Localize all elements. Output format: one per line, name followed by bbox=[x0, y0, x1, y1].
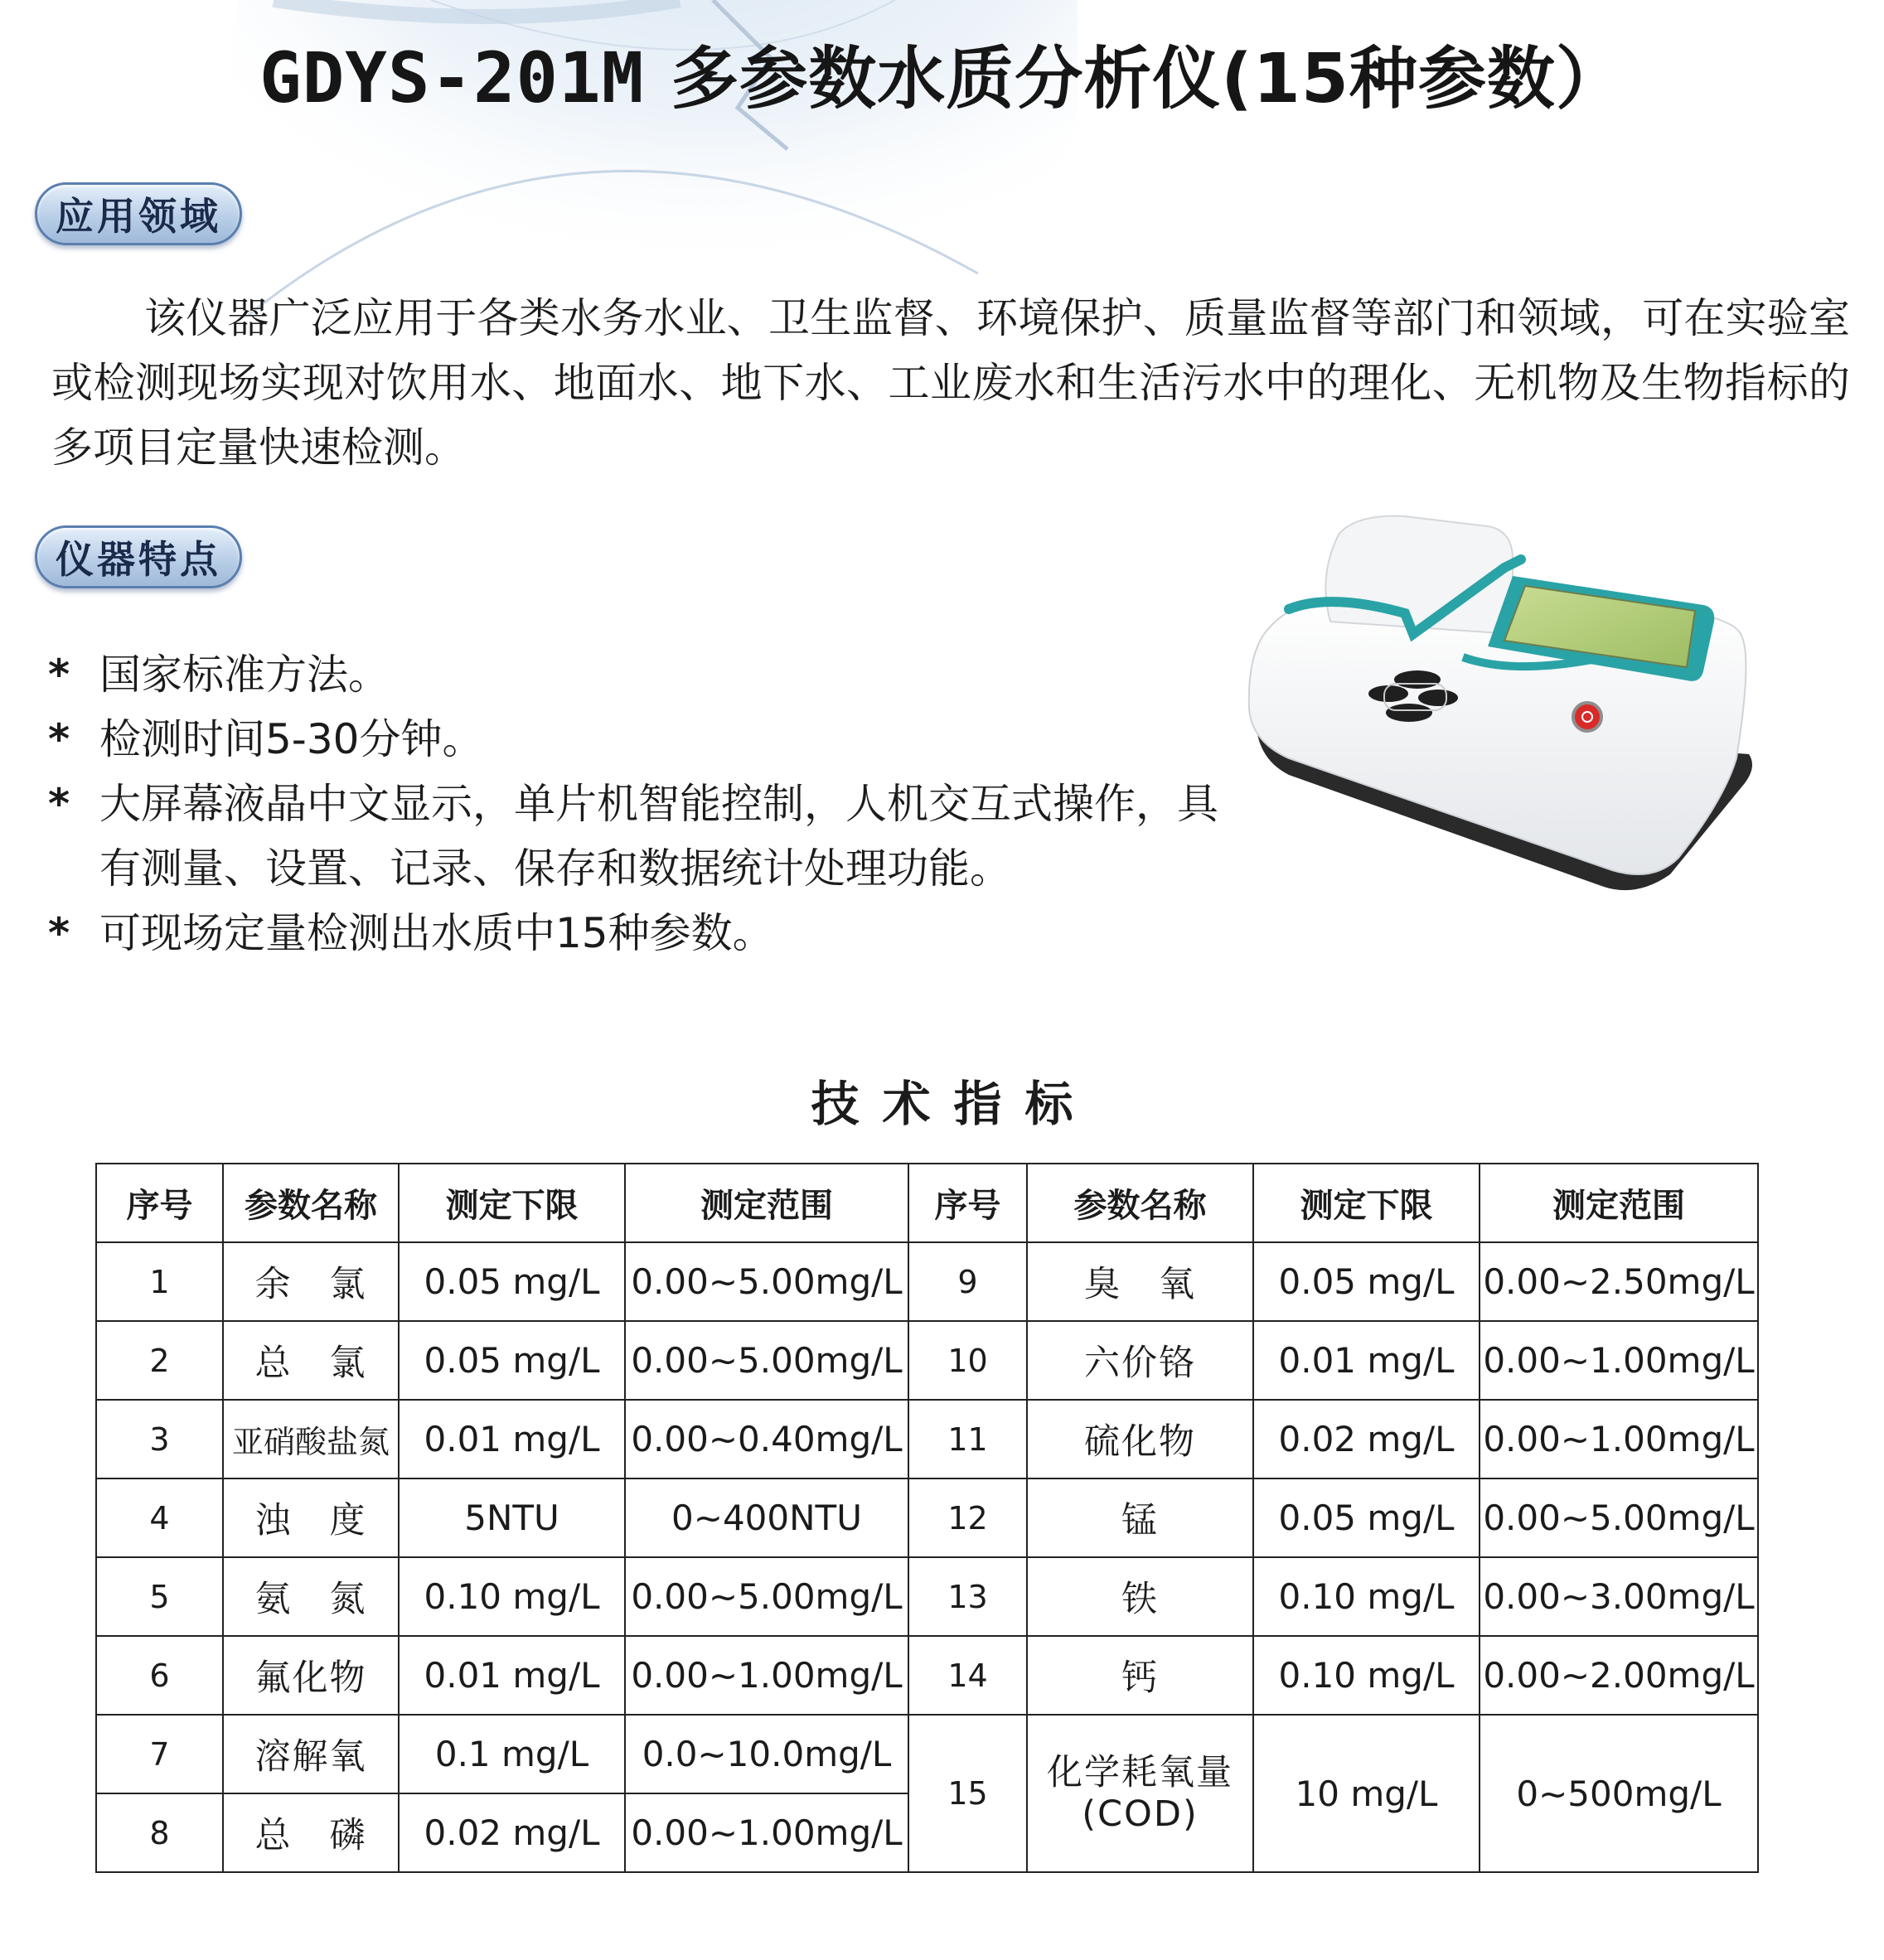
cell-name: 总 磷 bbox=[223, 1793, 399, 1872]
cell-range: 0.00~0.40mg/L bbox=[625, 1400, 908, 1478]
cell-range: 0.00~2.00mg/L bbox=[1480, 1636, 1758, 1715]
table-row bbox=[96, 1478, 1758, 1557]
header-lower-limit: 测定下限 bbox=[399, 1164, 625, 1242]
cell-name: 亚硝酸盐氮 bbox=[223, 1400, 399, 1478]
cell-limit: 10 mg/L bbox=[1253, 1715, 1480, 1872]
cell-name: 氨 氮 bbox=[223, 1557, 399, 1636]
cell-range: 0~500mg/L bbox=[1480, 1715, 1758, 1872]
feature-text: 国家标准方法。 bbox=[99, 651, 390, 699]
cell-range: 0.00~1.00mg/L bbox=[1480, 1400, 1758, 1478]
cell-no: 9 bbox=[908, 1242, 1027, 1321]
cell-range: 0.00~5.00mg/L bbox=[625, 1557, 908, 1636]
section-label-application: 应用领域 bbox=[35, 182, 242, 245]
bullet-asterisk: * bbox=[48, 909, 70, 957]
feature-text: 检测时间5-30分钟。 bbox=[99, 715, 484, 763]
cell-name: 总 氯 bbox=[223, 1321, 399, 1400]
table-row bbox=[96, 1557, 1758, 1636]
cell-no: 3 bbox=[96, 1400, 223, 1478]
header-param-name: 参数名称 bbox=[223, 1164, 399, 1242]
cell-limit: 0.01 mg/L bbox=[1253, 1321, 1480, 1400]
title-model: GDYS-201M bbox=[259, 37, 645, 119]
cell-range: 0.00~5.00mg/L bbox=[625, 1321, 908, 1400]
table-row bbox=[96, 1400, 1758, 1478]
water-analyzer-device-image bbox=[1239, 510, 1770, 891]
cell-limit: 0.01 mg/L bbox=[399, 1400, 625, 1478]
header-param-name: 参数名称 bbox=[1027, 1164, 1253, 1242]
cell-range: 0~400NTU bbox=[625, 1478, 908, 1557]
cell-range: 0.00~5.00mg/L bbox=[1480, 1478, 1758, 1557]
table-header-row bbox=[96, 1164, 1758, 1242]
cell-limit: 0.01 mg/L bbox=[399, 1636, 625, 1715]
feature-text: 可现场定量检测出水质中15种参数。 bbox=[99, 909, 774, 957]
cell-limit: 0.1 mg/L bbox=[399, 1715, 625, 1793]
cell-name: 氟化物 bbox=[223, 1636, 399, 1715]
spec-table bbox=[95, 1163, 1759, 1873]
header-lower-limit: 测定下限 bbox=[1253, 1164, 1480, 1242]
cell-no: 4 bbox=[96, 1478, 223, 1557]
cell-range: 0.00~1.00mg/L bbox=[1480, 1321, 1758, 1400]
cell-name: 锰 bbox=[1027, 1478, 1253, 1557]
cell-no: 11 bbox=[908, 1400, 1027, 1478]
cell-name: 六价铬 bbox=[1027, 1321, 1253, 1400]
bullet-asterisk: * bbox=[48, 780, 70, 828]
cell-limit: 0.05 mg/L bbox=[1253, 1478, 1480, 1557]
cell-name-cod bbox=[1027, 1715, 1253, 1872]
cell-name: 臭 氧 bbox=[1027, 1242, 1253, 1321]
feature-list bbox=[48, 642, 1242, 965]
header-no: 序号 bbox=[908, 1164, 1027, 1242]
cell-no: 7 bbox=[96, 1715, 223, 1793]
feature-item bbox=[48, 772, 1242, 901]
cell-name: 浊 度 bbox=[223, 1478, 399, 1557]
header-range: 测定范围 bbox=[625, 1164, 908, 1242]
bullet-asterisk: * bbox=[48, 715, 70, 763]
section-label-features: 仪器特点 bbox=[35, 525, 242, 588]
header-no: 序号 bbox=[96, 1164, 223, 1242]
cell-limit: 0.05 mg/L bbox=[399, 1321, 625, 1400]
cell-name-cod-cn: 化学耗氧量 bbox=[1047, 1752, 1233, 1793]
cell-no: 12 bbox=[908, 1478, 1027, 1557]
cell-limit: 0.10 mg/L bbox=[1253, 1636, 1480, 1715]
feature-item bbox=[48, 707, 1242, 772]
cell-range: 0.00~5.00mg/L bbox=[625, 1242, 908, 1321]
feature-text: 大屏幕液晶中文显示，单片机智能控制，人机交互式操作，具有测量、设置、记录、保存和数据统计处理功能。 bbox=[99, 780, 1218, 893]
cell-range: 0.00~2.50mg/L bbox=[1480, 1242, 1758, 1321]
feature-item bbox=[48, 642, 1242, 707]
cell-limit: 0.05 mg/L bbox=[399, 1242, 625, 1321]
cell-limit: 0.05 mg/L bbox=[1253, 1242, 1480, 1321]
cell-no: 13 bbox=[908, 1557, 1027, 1636]
cell-name: 钙 bbox=[1027, 1636, 1253, 1715]
cell-no: 1 bbox=[96, 1242, 223, 1321]
cell-name: 铁 bbox=[1027, 1557, 1253, 1636]
header-range: 测定范围 bbox=[1480, 1164, 1758, 1242]
application-paragraph: 该仪器广泛应用于各类水务水业、卫生监督、环境保护、质量监督等部门和领域，可在实验室或检测现场实现对饮用水、地面水、地下水、工业废水和生活污水中的理化、无机物及生物指标的多项目定量快速检测。 bbox=[51, 294, 1850, 472]
bullet-asterisk: * bbox=[48, 651, 70, 699]
table-row bbox=[96, 1636, 1758, 1715]
cell-no: 2 bbox=[96, 1321, 223, 1400]
cell-name: 余 氯 bbox=[223, 1242, 399, 1321]
table-row bbox=[96, 1242, 1758, 1321]
cell-no: 10 bbox=[908, 1321, 1027, 1400]
cell-no: 6 bbox=[96, 1636, 223, 1715]
cell-range: 0.0~10.0mg/L bbox=[625, 1715, 908, 1793]
cell-limit: 5NTU bbox=[399, 1478, 625, 1557]
table-row bbox=[96, 1321, 1758, 1400]
cell-limit: 0.02 mg/L bbox=[1253, 1400, 1480, 1478]
cell-no: 5 bbox=[96, 1557, 223, 1636]
cell-limit: 0.10 mg/L bbox=[1253, 1557, 1480, 1636]
cell-limit: 0.02 mg/L bbox=[399, 1793, 625, 1872]
title-product-name: 多参数水质分析仪(15种参数） bbox=[671, 40, 1625, 119]
cell-range: 0.00~1.00mg/L bbox=[625, 1636, 908, 1715]
cell-no: 15 bbox=[908, 1715, 1027, 1872]
cell-no: 14 bbox=[908, 1636, 1027, 1715]
cell-name-cod-en: (COD) bbox=[1082, 1793, 1199, 1835]
feature-item bbox=[48, 901, 1242, 965]
cell-range: 0.00~3.00mg/L bbox=[1480, 1557, 1758, 1636]
page-title bbox=[0, 25, 1884, 122]
cell-limit: 0.10 mg/L bbox=[399, 1557, 625, 1636]
table-row bbox=[96, 1715, 1758, 1793]
cell-name: 溶解氧 bbox=[223, 1715, 399, 1793]
cell-range: 0.00~1.00mg/L bbox=[625, 1793, 908, 1872]
table-heading: 技术指标 bbox=[811, 1076, 1097, 1132]
cell-no: 8 bbox=[96, 1793, 223, 1872]
cell-name: 硫化物 bbox=[1027, 1400, 1253, 1478]
